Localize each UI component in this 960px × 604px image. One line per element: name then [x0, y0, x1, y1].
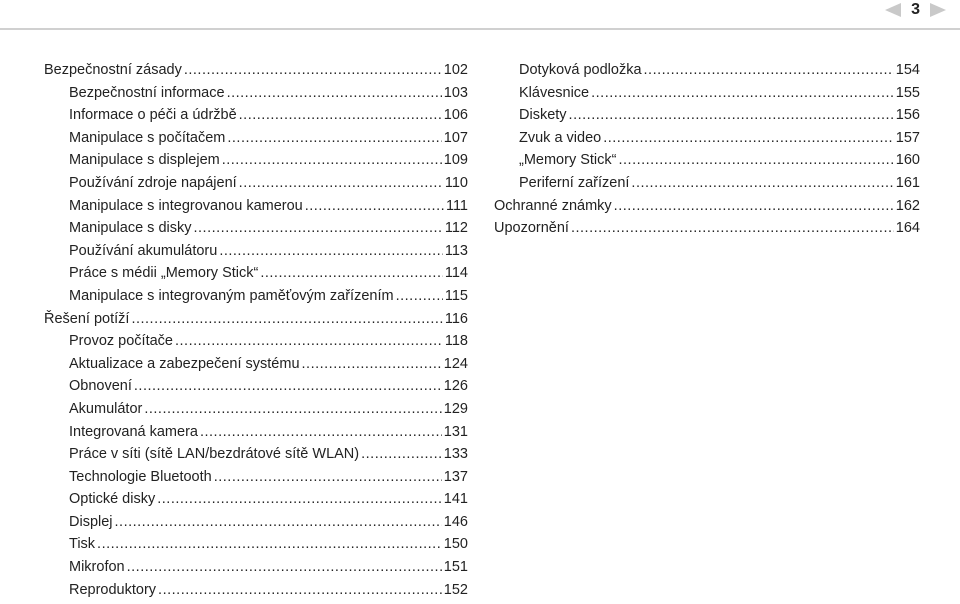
toc-entry[interactable] [44, 398, 468, 421]
arrow-left-icon[interactable] [885, 3, 901, 17]
toc-entry-page[interactable]: 118 [444, 333, 468, 350]
toc-entry-title[interactable]: Periferní zařízení [519, 174, 630, 191]
toc-entry-page[interactable]: 110 [444, 174, 468, 191]
toc-leader-dots [571, 217, 894, 240]
toc-entry-page[interactable]: 112 [444, 220, 468, 237]
toc-entry-title[interactable]: Displej [69, 513, 113, 530]
toc-leader-dots [302, 353, 442, 376]
toc-leader-dots [239, 172, 443, 195]
toc-entry-title[interactable]: Aktualizace a zabezpečení systému [69, 355, 300, 372]
toc-entry[interactable] [44, 195, 468, 218]
toc-entry-title[interactable]: Mikrofon [69, 559, 125, 576]
toc-leader-dots [644, 59, 894, 82]
toc-entry-page[interactable]: 152 [443, 581, 468, 598]
toc-entry[interactable] [44, 240, 468, 263]
toc-leader-dots [239, 104, 442, 127]
toc-entry[interactable] [44, 511, 468, 534]
toc-leader-dots [175, 330, 443, 353]
toc-entry-page[interactable]: 106 [443, 107, 468, 124]
toc-entry-title[interactable]: Klávesnice [519, 84, 590, 101]
page-number: 3 [911, 1, 920, 18]
toc-entry-page[interactable]: 161 [895, 174, 920, 191]
toc-entry[interactable] [44, 466, 468, 489]
toc-entry-title[interactable]: Manipulace s displejem [69, 152, 220, 169]
toc-entry[interactable] [44, 556, 468, 579]
toc-entry-page[interactable]: 103 [443, 84, 468, 101]
toc-leader-dots [144, 398, 441, 421]
toc-entry-page[interactable]: 141 [443, 491, 468, 508]
toc-leader-dots [184, 59, 442, 82]
header-divider [0, 28, 960, 30]
toc-entry-page[interactable]: 156 [895, 107, 920, 124]
toc-leader-dots [127, 556, 442, 579]
toc-column-left [44, 59, 468, 601]
toc-leader-dots [158, 579, 442, 602]
toc-leader-dots [214, 466, 442, 489]
toc-entry-page[interactable]: 107 [443, 129, 468, 146]
toc-entry-title[interactable]: Používání akumulátoru [69, 242, 218, 259]
toc-entry-title[interactable]: Dotyková podložka [519, 62, 642, 78]
toc-entry-title[interactable]: Práce v síti (sítě LAN/bezdrátové sítě WLAN) [69, 446, 360, 463]
toc-leader-dots [396, 285, 443, 308]
toc-entry-title[interactable]: Bezpečnostní zásady [44, 62, 182, 78]
toc-leader-dots [219, 240, 443, 263]
toc-entry-page[interactable]: 131 [443, 423, 468, 440]
toc-entry[interactable] [44, 149, 468, 172]
toc-entry-title[interactable]: Akumulátor [69, 400, 143, 417]
toc-entry-page[interactable]: 154 [895, 62, 920, 78]
toc-entry-title[interactable]: Tisk [69, 536, 96, 553]
toc-leader-dots [115, 511, 442, 534]
toc-entry[interactable] [494, 127, 920, 150]
toc-entry[interactable] [44, 217, 468, 240]
toc-leader-dots [631, 172, 893, 195]
toc-entry[interactable] [44, 353, 468, 376]
toc-entry-page[interactable]: 164 [895, 220, 920, 237]
toc-entry-title[interactable]: Používání zdroje napájení [69, 174, 237, 191]
toc-entry-title[interactable]: Zvuk a video [519, 129, 602, 146]
toc-leader-dots [227, 82, 442, 105]
toc-entry-page[interactable]: 124 [443, 355, 468, 372]
toc-entry[interactable] [44, 59, 468, 82]
toc-entry[interactable] [44, 82, 468, 105]
page-navigation [885, 0, 946, 20]
toc-entry-page[interactable]: 146 [443, 513, 468, 530]
toc-leader-dots [569, 104, 894, 127]
toc-entry-title[interactable]: Upozornění [494, 220, 569, 237]
toc-entry[interactable] [494, 82, 920, 105]
toc-entry-title[interactable]: Diskety [519, 107, 567, 124]
arrow-right-icon[interactable] [930, 3, 946, 17]
toc-entry[interactable] [44, 127, 468, 150]
toc-entry[interactable] [494, 195, 920, 218]
toc-entry-title[interactable]: Manipulace s integrovanou kamerou [69, 197, 303, 214]
toc-entry-page[interactable]: 137 [443, 468, 468, 485]
toc-entry[interactable] [44, 104, 468, 127]
toc-leader-dots [618, 149, 893, 172]
toc-leader-dots [131, 308, 442, 331]
toc-entry[interactable] [44, 579, 468, 602]
toc-leader-dots [260, 262, 443, 285]
toc-entry[interactable] [44, 262, 468, 285]
toc-entry[interactable] [44, 330, 468, 353]
toc-entry-title[interactable]: Manipulace s integrovaným paměťovým zařízením [69, 287, 394, 304]
toc-entry[interactable] [44, 488, 468, 511]
toc-entry-title[interactable]: Ochranné známky [494, 197, 612, 214]
toc-entry[interactable] [494, 149, 920, 172]
toc-entry-page[interactable]: 102 [443, 62, 468, 78]
toc-entry-page[interactable]: 133 [443, 446, 468, 463]
toc-entry-page[interactable]: 109 [443, 152, 468, 169]
toc-entry[interactable] [494, 104, 920, 127]
toc-leader-dots [200, 421, 442, 444]
toc-entry[interactable] [44, 421, 468, 444]
toc-column-right [494, 59, 920, 240]
toc-entry-title[interactable]: „Memory Stick“ [519, 152, 617, 169]
toc-entry-page[interactable]: 113 [444, 242, 468, 259]
toc-entry[interactable] [494, 59, 920, 82]
toc-entry-title[interactable]: Manipulace s disky [69, 220, 192, 237]
toc-entry-title[interactable]: Bezpečnostní informace [69, 84, 225, 101]
toc-entry[interactable] [44, 533, 468, 556]
toc-entry-page[interactable]: 115 [444, 287, 468, 304]
toc-entry[interactable] [44, 375, 468, 398]
toc-entry-title[interactable]: Integrovaná kamera [69, 423, 198, 440]
toc-entry[interactable] [44, 308, 468, 331]
toc-entry-page[interactable]: 151 [443, 559, 468, 576]
toc-entry-page[interactable]: 155 [895, 84, 920, 101]
toc-entry-title[interactable]: Informace o péči a údržbě [69, 107, 237, 124]
toc-entry-page[interactable]: 111 [445, 197, 468, 214]
toc-leader-dots [614, 195, 894, 218]
toc-leader-dots [227, 127, 441, 150]
toc-leader-dots [134, 375, 442, 398]
toc-entry-page[interactable]: 126 [443, 378, 468, 395]
toc-entry-title[interactable]: Manipulace s počítačem [69, 129, 226, 146]
toc-entry-title[interactable]: Práce s médii „Memory Stick“ [69, 265, 259, 282]
toc-entry-page[interactable]: 129 [443, 400, 468, 417]
toc-entry-title[interactable]: Obnovení [69, 378, 132, 395]
toc-entry[interactable] [44, 285, 468, 308]
toc-entry-title[interactable]: Provoz počítače [69, 333, 173, 350]
toc-entry-page[interactable]: 114 [444, 265, 468, 282]
toc-entry-title[interactable]: Optické disky [69, 491, 156, 508]
toc-leader-dots [591, 82, 894, 105]
toc-leader-dots [603, 127, 894, 150]
toc-entry[interactable] [494, 172, 920, 195]
toc-entry-title[interactable]: Technologie Bluetooth [69, 468, 212, 485]
toc-entry-page[interactable]: 116 [444, 310, 468, 327]
toc-leader-dots [305, 195, 444, 218]
toc-entry[interactable] [494, 217, 920, 240]
toc-entry-page[interactable]: 150 [443, 536, 468, 553]
toc-leader-dots [157, 488, 442, 511]
toc-entry-page[interactable]: 162 [895, 197, 920, 214]
toc-entry[interactable] [44, 443, 468, 466]
toc-entry-page[interactable]: 157 [895, 129, 920, 146]
toc-entry-page[interactable]: 160 [895, 152, 920, 169]
header-bar [0, 0, 960, 44]
toc-entry[interactable] [44, 172, 468, 195]
toc-leader-dots [97, 533, 442, 556]
toc-leader-dots [222, 149, 442, 172]
toc-leader-dots [194, 217, 443, 240]
toc-entry-title[interactable]: Řešení potíží [44, 310, 130, 327]
toc-leader-dots [361, 443, 442, 466]
toc-entry-title[interactable]: Reproduktory [69, 581, 157, 598]
